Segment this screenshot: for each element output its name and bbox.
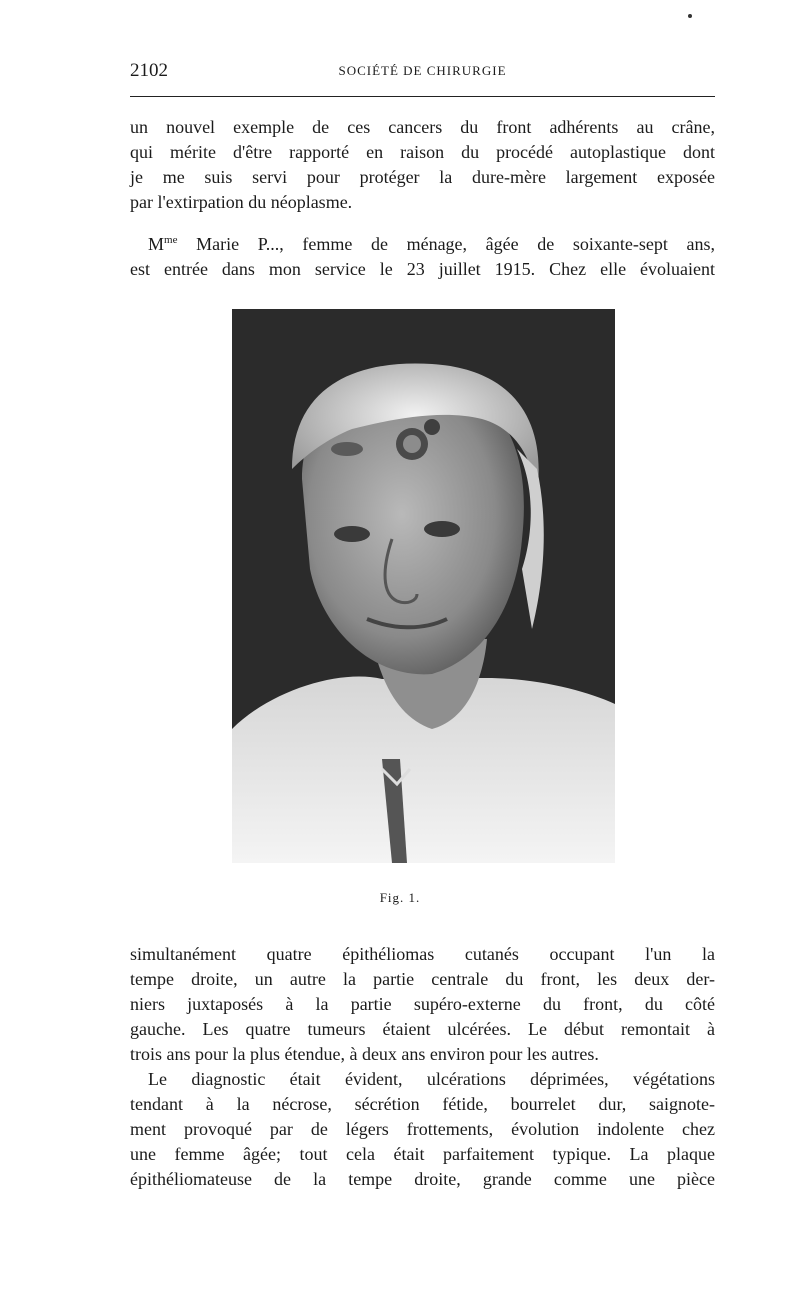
title-abbrev: M bbox=[148, 234, 165, 254]
text-line: Le diagnostic était évident, ulcérations déprimées, végétations bbox=[148, 1069, 715, 1089]
running-head: SOCIÉTÉ DE CHIRURGIE bbox=[338, 63, 507, 78]
title-superscript: me bbox=[164, 234, 178, 246]
page-number: 2102 bbox=[130, 60, 168, 81]
header-rule bbox=[130, 96, 715, 97]
patient-photograph bbox=[232, 309, 615, 863]
text-line: un nouvel exemple de ces cancers du front adhérents au crâne, bbox=[130, 117, 715, 137]
text-line: gauche. Les quatre tumeurs étaient ulcérées. Le début remontait à bbox=[130, 1019, 715, 1039]
portrait-illustration bbox=[232, 309, 615, 863]
page-header bbox=[130, 60, 715, 88]
text-line: une femme âgée; tout cela était parfaitement typique. La plaque bbox=[130, 1144, 715, 1164]
paragraph-3 bbox=[130, 942, 715, 1192]
text-line: tendant à la nécrose, sécrétion fétide, bourrelet dur, saignote- bbox=[130, 1094, 715, 1114]
paragraph-1 bbox=[130, 115, 715, 215]
text-line: épithéliomateuse de la tempe droite, grande comme une pièce bbox=[130, 1169, 715, 1189]
text-line: ment provoqué par de légers frottements, évolution indolente chez bbox=[130, 1119, 715, 1139]
text-line: trois ans pour la plus étendue, à deux ans environ pour les autres. bbox=[130, 1044, 599, 1064]
text-line bbox=[130, 232, 715, 257]
text-line: simultanément quatre épithéliomas cutanés occupant l'un la bbox=[130, 944, 715, 964]
text-line: qui mérite d'être rapporté en raison du procédé autoplastique dont bbox=[130, 142, 715, 162]
ink-speck bbox=[688, 14, 692, 18]
text-line: par l'extirpation du néoplasme. bbox=[130, 192, 353, 212]
text-line: niers juxtaposés à la partie supéro-externe du front, du côté bbox=[130, 994, 715, 1014]
text-line: est entrée dans mon service le 23 juillet 1915. Chez elle évoluaient bbox=[130, 259, 715, 279]
paragraph-2 bbox=[130, 232, 715, 282]
figure-caption: Fig. 1. bbox=[379, 890, 421, 905]
line-rest: Marie P..., femme de ménage, âgée de soixante-sept ans, bbox=[177, 234, 715, 254]
text-line: je me suis servi pour protéger la dure-mère largement exposée bbox=[130, 167, 715, 187]
text-line: tempe droite, un autre la partie centrale du front, les deux der- bbox=[130, 969, 715, 989]
